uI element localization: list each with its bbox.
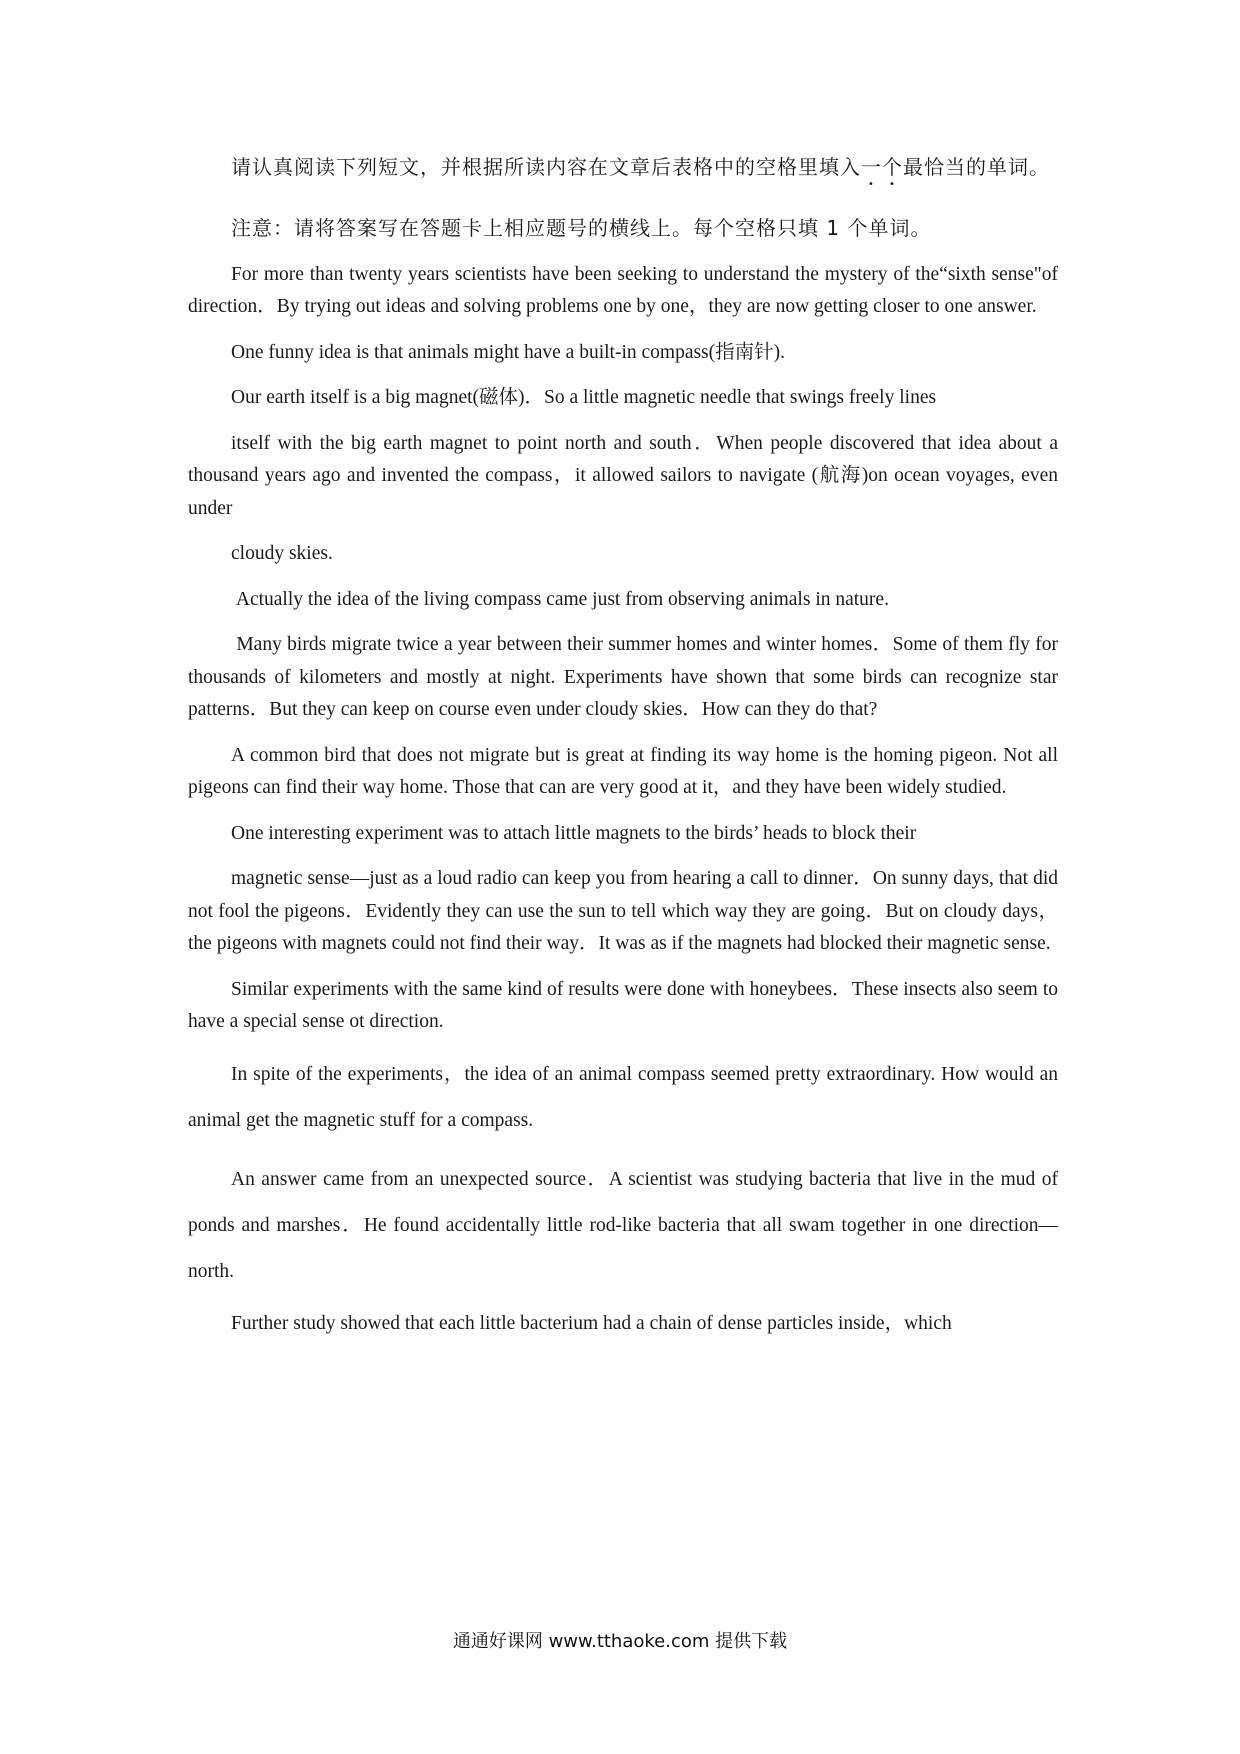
instructions-emphasis: 一个 [861,155,903,179]
paragraph-12: In spite of the experiments，the idea of an animal compass seemed pretty extraordinary. How would an animal get the magnetic stuff for a compass. [188,1063,1058,1131]
paragraph-1: For more than twenty years scientists have been seeking to understand the mystery of the“sixth sense"of direction．By trying out ideas and solving problems one by one，they are now getting closer to one answer. [188,263,1058,317]
paragraph-13: An answer came from an unexpected source．A scientist was studying bacteria that live in the mud of ponds and marshes．He found accidentally little rod-like bacteria that all swam together in one direction—north. [188,1168,1058,1282]
page-footer: 通通好课网 www.tthaoke.com 提供下载 [452,1631,788,1652]
paragraph-4: itself with the big earth magnet to point north and south．When people discovered that idea about a thousand years ago and invented the compass，it allowed sailors to navigate (航海)on ocean voyages, even under [188,432,1058,519]
paragraph-7: Many birds migrate twice a year between their summer homes and winter homes．Some of them fly for thousands of kilometers and mostly at night. Experiments have shown that some birds can recognize star patterns．But they can keep on course even under cloudy skies．How can they do that? [188,634,1063,720]
paragraph-6: Actually the idea of the living compass came just from observing animals in nature. [231,588,889,610]
instructions-text [188,150,1058,190]
paragraph-10: magnetic sense—just as a loud radio can keep you from hearing a call to dinner．On sunny days, that did not fool the pigeons．Evidently they can use the sun to tell which way they are going．But on cloudy days，the pigeons with magnets could not find their way．It was as if the magnets had blocked their magnetic sense. [188,868,1058,954]
instructions-before: 请认真阅读下列短文，并根据所读内容在文章后表格中的空格里填入 [231,155,861,179]
paragraph-14: Further study showed that each little bacterium had a chain of dense particles inside，which [231,1312,952,1334]
instructions-after: 最恰当的单词。 [903,155,1050,179]
paragraph-11: Similar experiments with the same kind of results were done with honeybees．These insects also seem to have a special sense ot direction. [188,978,1058,1032]
paragraph-9: One interesting experiment was to attach little magnets to the birds’ heads to block their [231,822,917,844]
instructions-note: 注意：请将答案写在答题卡上相应题号的横线上。每个空格只填 1 个单词。 [231,216,932,240]
document-body [188,150,1063,1340]
paragraph-5: cloudy skies. [231,543,333,564]
paragraph-8: A common bird that does not migrate but is great at finding its way home is the homing pigeon. Not all pigeons can find their way home. Those that can are very good at it，and they have been widely studied. [188,744,1058,798]
paragraph-2: One funny idea is that animals might have a built-in compass(指南针). [231,341,786,363]
paragraph-3: Our earth itself is a big magnet(磁体)．So a little magnetic needle that swings freely lines [231,387,937,408]
